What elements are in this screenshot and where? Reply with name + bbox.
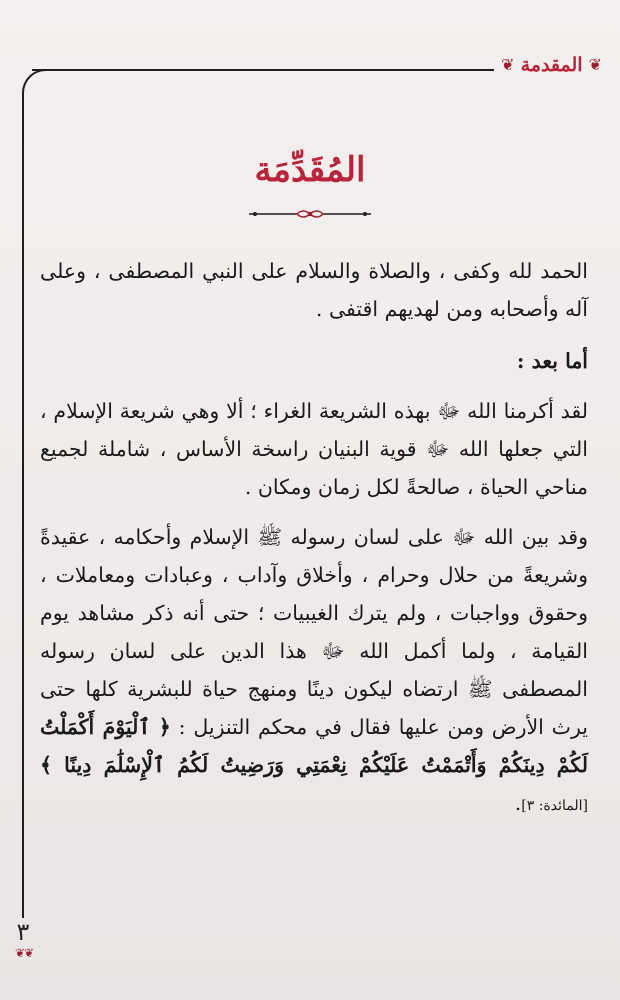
verse-reference: [المائدة: ٣]	[521, 798, 588, 814]
paragraph-opening: الحمد لله وكفى ، والصلاة والسلام على النبي المصطفى ، وعلى آله وأصحابه ومن لهديهم اقتفى .	[40, 259, 588, 321]
fleuron-ornament-icon: ❦	[501, 55, 515, 74]
title-divider	[0, 206, 620, 226]
paragraph-amma-baad: أما بعد :	[516, 349, 588, 373]
paragraph-sharia: لقد أكرمنا الله ﷻ بهذه الشريعة الغراء ؛ ألا وهي شريعة الإسلام ، التي جعلها الله ﷻ قوية البنيان راسخة الأساس ، شاملة لجميع مناحي الحياة ، صالحةً لكل زمان ومكان .	[40, 399, 588, 499]
running-header	[501, 54, 602, 76]
full-stop: .	[514, 791, 522, 815]
footer-ornament-icon: ❦❦	[14, 946, 34, 960]
paragraph-text: وقد بين الله ﷻ على لسان رسوله ﷺ الإسلام وأحكامه ، عقيدةً وشريعةً من حلال وحرام ، وأخلاق وآداب ، وعبادات ومعاملات ، وحقوق وواجبات ، ولم يترك الغيبيات ؛ حتى أنه ذكر مشاهد يوم القيامة ، ولما أكمل الله ﷻ هذا الدين على لسان رسوله المصطفى ﷺ ارتضاه ليكون دينًا ومنهج حياة للبشرية كلها حتى يرث الأرض ومن عليها فقال في محكم التنزيل :	[40, 525, 588, 739]
quran-verse: ﴿ ٱلْيَوْمَ أَكْمَلْتُ لَكُمْ دِينَكُمْ وَأَتْمَمْتُ عَلَيْكُمْ نِعْمَتِي وَرَضِيتُ لَكُمُ ٱلْإِسْلَٰمَ دِينًا ﴾	[40, 715, 588, 777]
running-title: المقدمة	[520, 54, 583, 76]
chapter-title: المُقَدِّمَة	[254, 150, 366, 190]
page-number: ٣	[16, 918, 30, 946]
fleuron-ornament-icon: ❦	[588, 55, 602, 74]
paragraph-religion-completed	[40, 518, 588, 825]
divider-ornament-icon	[245, 206, 375, 222]
frame-corner	[22, 69, 50, 97]
frame-top-rule	[32, 69, 494, 71]
body-text	[40, 252, 588, 825]
